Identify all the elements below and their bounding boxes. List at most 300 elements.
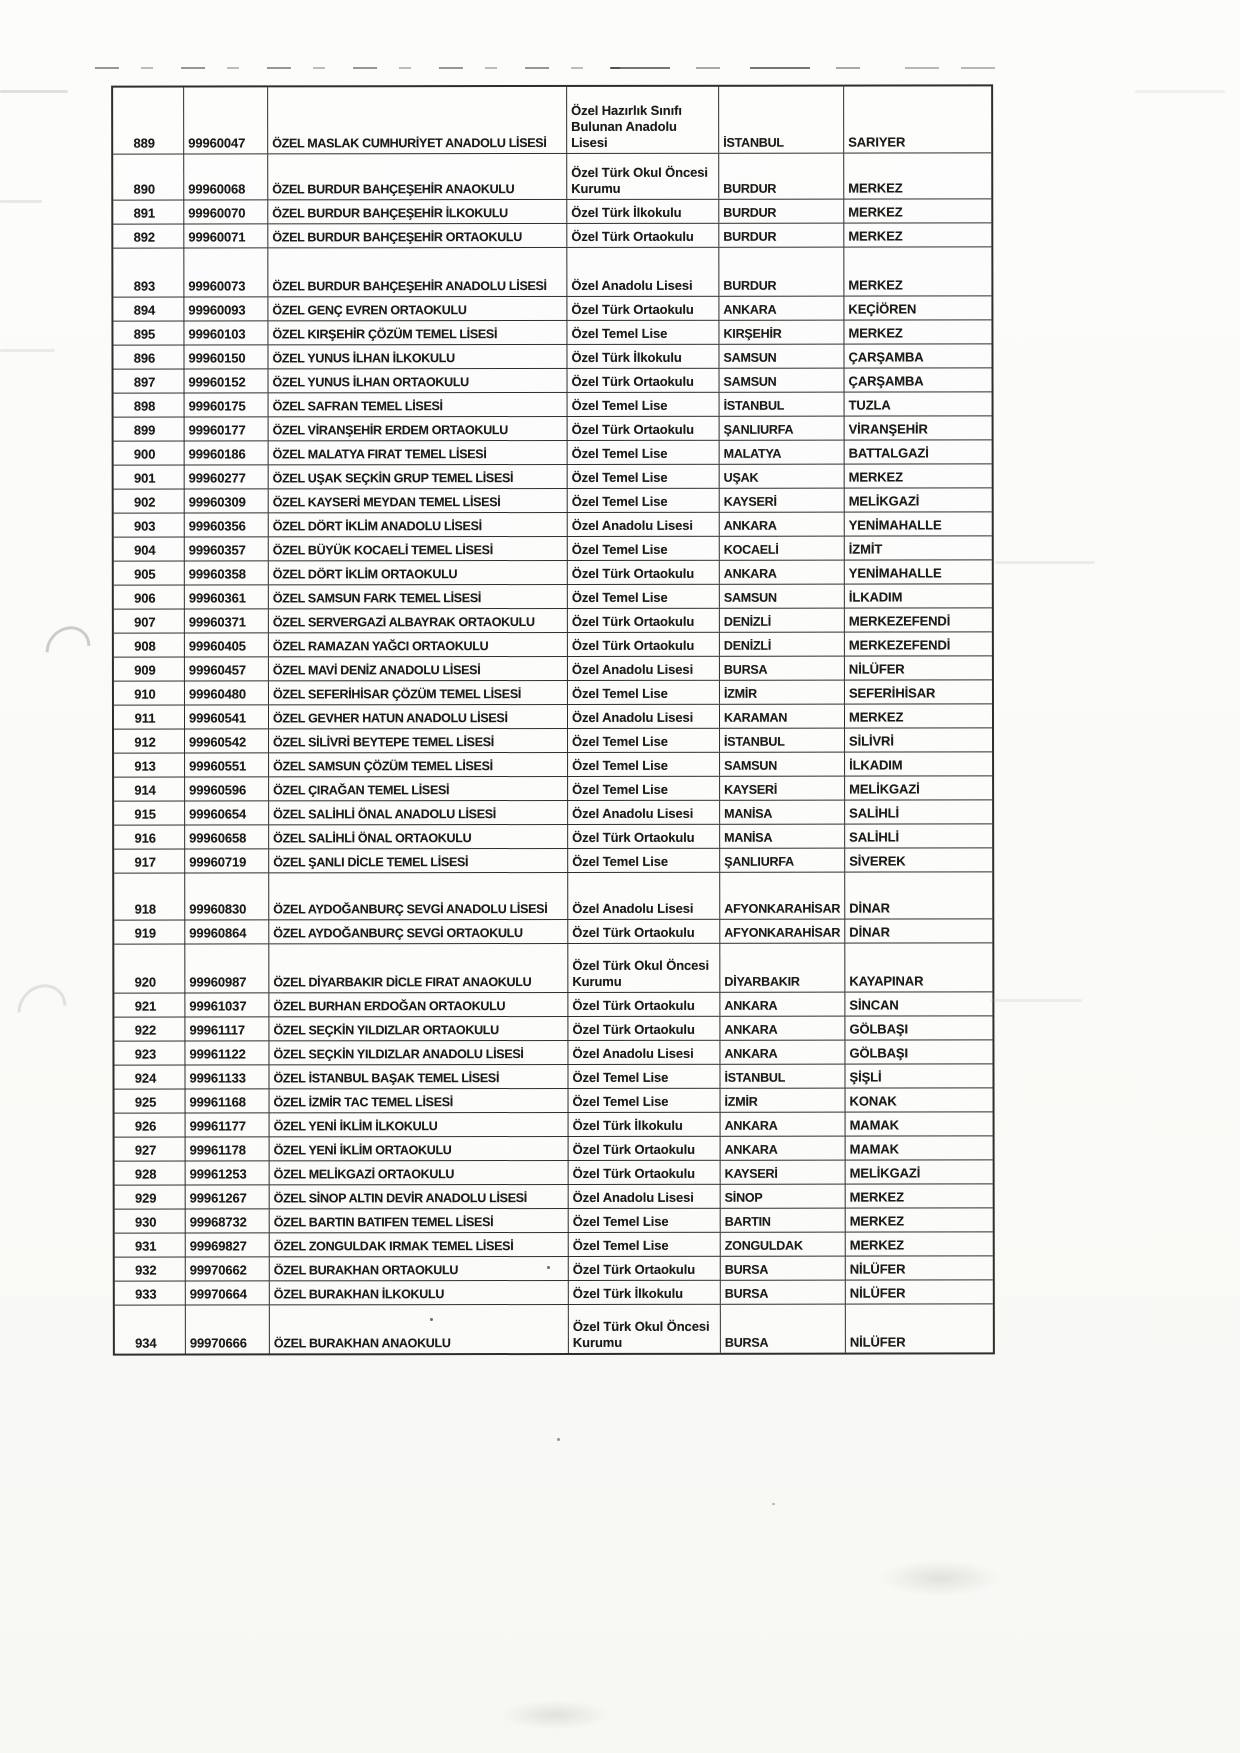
table-row	[114, 680, 992, 705]
name-cell: ÖZEL VİRANŞEHİR ERDEM ORTAOKULU	[269, 417, 568, 440]
type-cell: Özel Temel Lise	[569, 1233, 721, 1256]
province-cell: KAYSERİ	[720, 489, 845, 512]
type-cell: Özel Temel Lise	[569, 1089, 721, 1112]
code-cell: 99960047	[184, 87, 268, 153]
province-cell: BURSA	[720, 657, 845, 680]
no-cell: 915	[114, 802, 185, 825]
name-cell: ÖZEL BARTIN BATIFEN TEMEL LİSESİ	[270, 1209, 569, 1232]
type-cell: Özel Temel Lise	[568, 585, 720, 608]
type-cell: Özel Temel Lise	[568, 441, 720, 464]
code-cell: 99961117	[185, 1017, 269, 1040]
district-cell: MERKEZ	[848, 469, 903, 485]
type-cell: Özel Anadolu Lisesi	[569, 1185, 721, 1208]
type-cell: Özel Temel Lise	[568, 393, 720, 416]
name-cell: ÖZEL DÖRT İKLİM ANADOLU LİSESİ	[269, 513, 568, 536]
type-cell: Özel Türk Ortaokulu	[568, 993, 720, 1016]
name-cell: ÖZEL MAVİ DENİZ ANADOLU LİSESİ	[269, 657, 568, 680]
code-cell: 99961177	[186, 1113, 270, 1136]
code-cell: 99960277	[185, 465, 269, 488]
province-cell: DİYARBAKIR	[720, 944, 845, 992]
type-cell: Özel Türk Okul Öncesi Kurumu	[568, 944, 720, 992]
table-row	[115, 1256, 993, 1281]
code-cell: 99970662	[186, 1257, 270, 1280]
province-cell: ANKARA	[720, 561, 845, 584]
no-cell: 890	[113, 155, 184, 200]
scan-streak	[0, 200, 42, 203]
school-table-body	[113, 86, 993, 1353]
province-cell: İSTANBUL	[720, 1065, 845, 1088]
code-cell: 99970666	[186, 1305, 270, 1353]
name-cell: ÖZEL YENİ İKLİM İLKOKULU	[270, 1113, 569, 1136]
code-cell: 99960987	[185, 944, 269, 992]
name-cell: ÖZEL MASLAK CUMHURİYET ANADOLU LİSESİ	[268, 87, 567, 153]
no-cell: 909	[114, 658, 185, 681]
name-cell: ÖZEL İZMİR TAC TEMEL LİSESİ	[270, 1089, 569, 1112]
no-cell: 920	[114, 945, 185, 993]
name-cell: ÖZEL YUNUS İLHAN İLKOKULU	[268, 345, 567, 368]
province-cell: ANKARA	[720, 1017, 845, 1040]
type-cell: Özel Türk Ortaokulu	[567, 297, 719, 320]
table-row	[115, 1280, 993, 1305]
province-cell: MANİSA	[720, 825, 845, 848]
province-cell: SİNOP	[721, 1185, 846, 1208]
code-cell: 99961122	[185, 1041, 269, 1064]
district-cell: DİNAR	[849, 924, 890, 940]
name-cell: ÖZEL GEVHER HATUN ANADOLU LİSESİ	[269, 705, 568, 728]
code-cell: 99960093	[184, 297, 268, 320]
type-cell: Özel Türk Ortaokulu	[568, 417, 720, 440]
no-cell: 923	[114, 1042, 185, 1065]
code-cell: 99968732	[186, 1209, 270, 1232]
district-cell: YENİMAHALLE	[848, 517, 942, 533]
table-row	[114, 800, 992, 825]
district-cell: MERKEZEFENDİ	[848, 637, 951, 653]
table-row	[114, 368, 992, 393]
code-cell: 99960103	[184, 321, 268, 344]
no-cell: 898	[114, 394, 185, 417]
table-row	[113, 320, 991, 345]
table-row	[114, 512, 992, 537]
type-cell: Özel Türk Ortaokulu	[568, 1017, 720, 1040]
district-cell: MAMAK	[849, 1141, 899, 1157]
type-cell: Özel Temel Lise	[568, 1065, 720, 1088]
province-cell: SAMSUN	[720, 753, 845, 776]
district-cell: VİRANŞEHİR	[848, 421, 928, 437]
name-cell: ÖZEL BURDUR BAHÇEŞEHİR İLKOKULU	[268, 200, 567, 223]
name-cell: ÖZEL BURAKHAN ANAOKULU	[270, 1305, 569, 1353]
province-cell: SAMSUN	[719, 345, 844, 368]
no-cell: 901	[114, 466, 185, 489]
no-cell: 891	[113, 201, 184, 224]
district-cell: İZMİT	[848, 541, 883, 557]
province-cell: KAYSERİ	[720, 777, 845, 800]
district-cell: KAYAPINAR	[849, 973, 924, 989]
district-cell: YENİMAHALLE	[848, 565, 942, 581]
name-cell: ÖZEL SALİHLİ ÖNAL ORTAOKULU	[269, 825, 568, 848]
no-cell: 906	[114, 586, 185, 609]
code-cell: 99960186	[185, 441, 269, 464]
name-cell: ÖZEL YENİ İKLİM ORTAOKULU	[270, 1137, 569, 1160]
type-cell: Özel Temel Lise	[568, 537, 720, 560]
district-cell: MERKEZ	[848, 325, 903, 341]
code-cell: 99960356	[185, 513, 269, 536]
no-cell: 934	[115, 1306, 186, 1354]
district-cell: SİVEREK	[849, 853, 906, 869]
no-cell: 921	[114, 994, 185, 1017]
code-cell: 99960358	[185, 561, 269, 584]
code-cell: 99960658	[185, 825, 269, 848]
type-cell: Özel Temel Lise	[568, 465, 720, 488]
code-cell: 99960719	[185, 849, 269, 872]
no-cell: 914	[114, 778, 185, 801]
no-cell: 893	[113, 249, 184, 297]
district-cell: MERKEZ	[848, 180, 903, 196]
type-cell: Özel Temel Lise	[567, 321, 719, 344]
torn-edge-dashed-line	[95, 67, 620, 69]
scan-streak	[0, 90, 68, 93]
no-cell: 924	[114, 1066, 185, 1089]
no-cell: 905	[114, 562, 185, 585]
type-cell: Özel Türk Ortaokulu	[568, 633, 720, 656]
name-cell: ÖZEL YUNUS İLHAN ORTAOKULU	[269, 369, 568, 392]
type-cell: Özel Temel Lise	[568, 753, 720, 776]
table-row	[113, 86, 991, 154]
type-cell: Özel Türk Ortaokulu	[567, 224, 719, 247]
district-cell: MERKEZ	[849, 1189, 904, 1205]
name-cell: ÖZEL SİNOP ALTIN DEVİR ANADOLU LİSESİ	[270, 1185, 569, 1208]
code-cell: 99960542	[185, 729, 269, 752]
code-cell: 99960175	[185, 393, 269, 416]
name-cell: ÖZEL KAYSERİ MEYDAN TEMEL LİSESİ	[269, 489, 568, 512]
province-cell: KAYSERİ	[721, 1161, 846, 1184]
code-cell: 99960541	[185, 705, 269, 728]
type-cell: Özel Anadolu Lisesi	[568, 1041, 720, 1064]
table-row	[114, 919, 992, 944]
code-cell: 99960551	[185, 753, 269, 776]
province-cell: ANKARA	[719, 297, 844, 320]
scan-smudge	[500, 1700, 610, 1730]
scan-streak	[0, 349, 55, 352]
code-cell: 99960309	[185, 489, 269, 512]
province-cell: İZMİR	[721, 1089, 846, 1112]
district-cell: NİLÜFER	[848, 661, 905, 677]
table-row	[113, 223, 991, 248]
province-cell: DENİZLİ	[720, 633, 845, 656]
name-cell: ÖZEL İSTANBUL BAŞAK TEMEL LİSESİ	[269, 1065, 568, 1088]
name-cell: ÖZEL AYDOĞANBURÇ SEVGİ ORTAOKULU	[269, 920, 568, 943]
type-cell: Özel Temel Lise	[569, 1209, 721, 1232]
code-cell: 99961253	[186, 1161, 270, 1184]
province-cell: AFYONKARAHİSAR	[720, 920, 845, 943]
no-cell: 933	[115, 1282, 186, 1305]
name-cell: ÖZEL SAMSUN FARK TEMEL LİSESİ	[269, 585, 568, 608]
code-cell: 99960480	[185, 681, 269, 704]
district-cell: MELİKGAZİ	[848, 493, 920, 509]
district-cell: SARIYER	[848, 134, 906, 150]
table-row	[114, 440, 992, 465]
district-cell: ÇARŞAMBA	[848, 373, 924, 389]
type-cell: Özel Temel Lise	[568, 777, 720, 800]
no-cell: 912	[114, 730, 185, 753]
type-cell: Özel Anadolu Lisesi	[567, 248, 719, 296]
code-cell: 99960361	[185, 585, 269, 608]
name-cell: ÖZEL MALATYA FIRAT TEMEL LİSESİ	[269, 441, 568, 464]
no-cell: 892	[113, 225, 184, 248]
table-row	[114, 824, 992, 849]
no-cell: 896	[113, 346, 184, 369]
district-cell: SİLİVRİ	[849, 733, 894, 749]
type-cell: Özel Temel Lise	[568, 729, 720, 752]
no-cell: 899	[114, 418, 185, 441]
name-cell: ÖZEL SAMSUN ÇÖZÜM TEMEL LİSESİ	[269, 753, 568, 776]
province-cell: KARAMAN	[720, 705, 845, 728]
district-cell: SEFERİHİSAR	[848, 685, 936, 701]
province-cell: BURDUR	[719, 200, 844, 223]
province-cell: ANKARA	[721, 1137, 846, 1160]
code-cell: 99960864	[185, 920, 269, 943]
type-cell: Özel Temel Lise	[568, 681, 720, 704]
no-cell: 910	[114, 682, 185, 705]
type-cell: Özel Anadolu Lisesi	[568, 705, 720, 728]
name-cell: ÖZEL ÇIRAĞAN TEMEL LİSESİ	[269, 777, 568, 800]
no-cell: 918	[114, 874, 185, 920]
province-cell: SAMSUN	[720, 585, 845, 608]
province-cell: UŞAK	[720, 465, 845, 488]
table-row	[114, 416, 992, 441]
no-cell: 932	[115, 1258, 186, 1281]
province-cell: BURSA	[721, 1305, 846, 1353]
no-cell: 903	[114, 514, 185, 537]
name-cell: ÖZEL SEÇKİN YILDIZLAR ORTAOKULU	[269, 1017, 568, 1040]
name-cell: ÖZEL BURDUR BAHÇEŞEHİR ORTAOKULU	[268, 224, 567, 247]
table-row	[114, 1016, 992, 1041]
school-list-table	[111, 84, 995, 1355]
no-cell: 927	[115, 1138, 186, 1161]
code-cell: 99960068	[184, 154, 268, 199]
district-cell: MERKEZ	[849, 1213, 905, 1229]
district-cell: ŞİŞLİ	[849, 1069, 882, 1085]
no-cell: 913	[114, 754, 185, 777]
type-cell: Özel Türk Okul Öncesi Kurumu	[569, 1305, 721, 1353]
province-cell: ANKARA	[720, 513, 845, 536]
code-cell: 99960177	[185, 417, 269, 440]
no-cell: 926	[115, 1114, 186, 1137]
district-cell: MERKEZ	[848, 709, 904, 725]
ink-speck	[547, 1266, 550, 1269]
table-row	[114, 992, 992, 1017]
district-cell: TUZLA	[848, 397, 891, 413]
province-cell: BURDUR	[719, 248, 844, 296]
no-cell: 929	[115, 1186, 186, 1209]
table-row	[113, 296, 991, 321]
name-cell: ÖZEL BURHAN ERDOĞAN ORTAOKULU	[269, 993, 568, 1016]
type-cell: Özel Anadolu Lisesi	[568, 513, 720, 536]
province-cell: İSTANBUL	[719, 87, 844, 153]
name-cell: ÖZEL DÖRT İKLİM ORTAOKULU	[269, 561, 568, 584]
code-cell: 99960457	[185, 657, 269, 680]
province-cell: SAMSUN	[720, 369, 845, 392]
code-cell: 99960150	[184, 345, 268, 368]
code-cell: 99960152	[185, 369, 269, 392]
name-cell: ÖZEL BURAKHAN İLKOKULU	[270, 1281, 569, 1304]
province-cell: KIRŞEHİR	[719, 321, 844, 344]
name-cell: ÖZEL SERVERGAZİ ALBAYRAK ORTAOKULU	[269, 609, 568, 632]
scan-streak	[1135, 90, 1225, 93]
no-cell: 904	[114, 538, 185, 561]
name-cell: ÖZEL ŞANLI DİCLE TEMEL LİSESİ	[269, 849, 568, 872]
district-cell: MERKEZ	[848, 277, 903, 293]
district-cell: NİLÜFER	[849, 1261, 906, 1277]
province-cell: MANİSA	[720, 801, 845, 824]
no-cell: 928	[115, 1162, 186, 1185]
table-row	[114, 776, 992, 801]
district-cell: GÖLBAŞI	[849, 1045, 909, 1061]
table-row	[115, 1088, 993, 1113]
province-cell: BURDUR	[719, 154, 844, 199]
no-cell: 908	[114, 634, 185, 657]
no-cell: 894	[113, 298, 184, 321]
ink-speck	[557, 1438, 560, 1441]
no-cell: 895	[113, 322, 184, 345]
district-cell: BATTALGAZİ	[848, 445, 929, 461]
no-cell: 902	[114, 490, 185, 513]
type-cell: Özel Anadolu Lisesi	[568, 801, 720, 824]
no-cell: 897	[114, 370, 185, 393]
table-row	[115, 1208, 993, 1233]
district-cell: DİNAR	[849, 900, 890, 916]
no-cell: 911	[114, 706, 185, 729]
province-cell: KOCAELİ	[720, 537, 845, 560]
province-cell: DENİZLİ	[720, 609, 845, 632]
name-cell: ÖZEL RAMAZAN YAĞCI ORTAOKULU	[269, 633, 568, 656]
table-row	[114, 560, 992, 585]
province-cell: AFYONKARAHİSAR	[720, 873, 845, 919]
table-row	[114, 752, 992, 777]
type-cell: Özel Türk Ortaokulu	[568, 369, 720, 392]
code-cell: 99970664	[186, 1281, 270, 1304]
ink-speck	[772, 1503, 775, 1505]
type-cell: Özel Hazırlık Sınıfı Bulunan Anadolu Lisesi	[567, 87, 719, 153]
type-cell: Özel Türk Okul Öncesi Kurumu	[567, 154, 719, 199]
district-cell: SİNCAN	[849, 997, 899, 1013]
type-cell: Özel Türk İlkokulu	[567, 200, 719, 223]
table-row	[114, 1064, 992, 1089]
district-cell: SALİHLİ	[849, 805, 900, 821]
name-cell: ÖZEL SEÇKİN YILDIZLAR ANADOLU LİSESİ	[269, 1041, 568, 1064]
name-cell: ÖZEL MELİKGAZİ ORTAOKULU	[270, 1161, 569, 1184]
district-cell: KONAK	[849, 1093, 897, 1109]
province-cell: ANKARA	[721, 1113, 846, 1136]
district-cell: MERKEZEFENDİ	[848, 613, 951, 629]
type-cell: Özel Türk İlkokulu	[569, 1281, 721, 1304]
name-cell: ÖZEL SİLİVRİ BEYTEPE TEMEL LİSESİ	[269, 729, 568, 752]
name-cell: ÖZEL GENÇ EVREN ORTAOKULU	[268, 297, 567, 320]
province-cell: BURDUR	[719, 224, 844, 247]
province-cell: İSTANBUL	[720, 393, 845, 416]
type-cell: Özel Türk Ortaokulu	[568, 920, 720, 943]
table-row	[114, 704, 992, 729]
table-row	[113, 247, 991, 297]
type-cell: Özel Türk Ortaokulu	[569, 1137, 721, 1160]
district-cell: MELİKGAZİ	[849, 1165, 921, 1181]
table-row	[115, 1112, 993, 1137]
table-row	[114, 608, 992, 633]
code-cell: 99960405	[185, 633, 269, 656]
code-cell: 99960071	[184, 224, 268, 247]
no-cell: 931	[115, 1234, 186, 1257]
type-cell: Özel Türk Ortaokulu	[568, 825, 720, 848]
province-cell: ŞANLIURFA	[720, 849, 845, 872]
no-cell: 907	[114, 610, 185, 633]
table-row	[114, 536, 992, 561]
code-cell: 99960070	[184, 200, 268, 223]
code-cell: 99961037	[185, 993, 269, 1016]
table-row	[115, 1160, 993, 1185]
type-cell: Özel Anadolu Lisesi	[568, 873, 720, 919]
province-cell: ZONGULDAK	[721, 1233, 846, 1256]
name-cell: ÖZEL BURDUR BAHÇEŞEHİR ANAOKULU	[268, 154, 567, 199]
no-cell: 916	[114, 826, 185, 849]
district-cell: İLKADIM	[849, 757, 903, 773]
code-cell: 99961133	[185, 1065, 269, 1088]
type-cell: Özel Temel Lise	[568, 849, 720, 872]
district-cell: SALİHLİ	[849, 829, 900, 845]
no-cell: 922	[114, 1018, 185, 1041]
code-cell: 99961178	[186, 1137, 270, 1160]
province-cell: İSTANBUL	[720, 729, 845, 752]
province-cell: ANKARA	[720, 1041, 845, 1064]
name-cell: ÖZEL AYDOĞANBURÇ SEVGİ ANADOLU LİSESİ	[269, 873, 568, 919]
no-cell: 930	[115, 1210, 186, 1233]
type-cell: Özel Anadolu Lisesi	[568, 657, 720, 680]
torn-edge-dashed-line	[905, 67, 1010, 69]
name-cell: ÖZEL SALİHLİ ÖNAL ANADOLU LİSESİ	[269, 801, 568, 824]
name-cell: ÖZEL SEFERİHİSAR ÇÖZÜM TEMEL LİSESİ	[269, 681, 568, 704]
table-row	[114, 656, 992, 681]
province-cell: BURSA	[721, 1281, 846, 1304]
table-row	[114, 848, 992, 873]
table-row	[114, 872, 992, 920]
district-cell: MERKEZ	[848, 204, 903, 220]
no-cell: 917	[114, 850, 185, 873]
table-row	[114, 1040, 992, 1065]
type-cell: Özel Türk Ortaokulu	[568, 609, 720, 632]
province-cell: MALATYA	[720, 441, 845, 464]
type-cell: Özel Temel Lise	[568, 489, 720, 512]
name-cell: ÖZEL SAFRAN TEMEL LİSESİ	[269, 393, 568, 416]
type-cell: Özel Türk Ortaokulu	[569, 1161, 721, 1184]
code-cell: 99969827	[186, 1233, 270, 1256]
table-row	[114, 632, 992, 657]
table-row	[113, 344, 991, 369]
table-row	[114, 728, 992, 753]
name-cell: ÖZEL ZONGULDAK IRMAK TEMEL LİSESİ	[270, 1233, 569, 1256]
table-row	[114, 488, 992, 513]
no-cell: 900	[114, 442, 185, 465]
ink-speck	[430, 1318, 433, 1321]
district-cell: NİLÜFER	[849, 1285, 906, 1301]
district-cell: MERKEZ	[849, 1237, 905, 1253]
scan-streak	[990, 999, 1082, 1002]
district-cell: ÇARŞAMBA	[848, 349, 924, 365]
table-row	[115, 1136, 993, 1161]
code-cell: 99960357	[185, 537, 269, 560]
type-cell: Özel Türk Ortaokulu	[568, 561, 720, 584]
code-cell: 99961168	[186, 1089, 270, 1112]
type-cell: Özel Türk İlkokulu	[569, 1113, 721, 1136]
table-row	[114, 464, 992, 489]
name-cell: ÖZEL BURAKHAN ORTAOKULU	[270, 1257, 569, 1280]
